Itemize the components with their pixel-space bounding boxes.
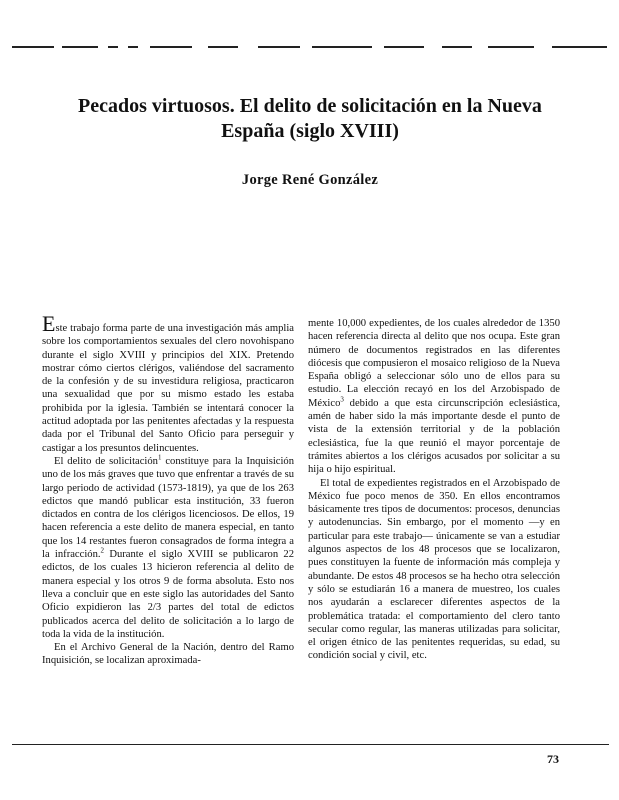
paragraph-text: mente 10,000 expedientes, de los cuales alrededor de 1350 hacen referencia directa al delito que nos ocupa. Este gran número de documentos registrados en las diferentes diócesis que compusieron el mosaico religioso de la Nueva España obligó a seleccionar sólo uno de ellos para su estudio. La elección recayó en los del Arzobispado de México — [308, 318, 560, 409]
bottom-rule — [12, 744, 609, 745]
footnote-ref: 2 — [100, 546, 105, 555]
paragraph-continuation — [308, 317, 560, 477]
page-number: 73 — [547, 752, 559, 766]
paragraph-text: El delito de solicitación — [54, 455, 158, 467]
top-rule — [12, 46, 607, 48]
right-column — [308, 317, 560, 663]
paragraph-text: constituye para la Inquisición uno de los más graves que tuvo que enfrentar a través de su largo periodo de actividad (1573-1819), ya que de los 263 edictos que mandó publicar esta institución, 33 fueron dictados en contra de los clérigos licenciosos. De ellos, 19 hacen referencia a este delito de manera especial, en tanto que los 14 restantes fueron consagrados de forma íntegra a la infracción. — [42, 455, 294, 561]
paragraph-text: debido a que esta circunscripción eclesiástica, amén de haber sido la más importante desde el punto de vista de la extensión territorial y de la población eclesiástica, fue la que reunió el mayor porcentaje de trámites abiertos a los clérigos acusados por solicitar a su hija o hijo espiritual. — [308, 397, 560, 476]
footnote-ref: 1 — [157, 453, 162, 462]
drop-cap: E — [42, 311, 56, 336]
paragraph-archive: En el Archivo General de la Nación, dentro del Ramo Inquisición, se localizan aproximada- — [42, 642, 294, 667]
left-column — [42, 311, 295, 668]
article-author: Jorge René González — [241, 172, 379, 188]
paragraph-text: Durante el siglo XVIII se publicaron 22 edictos, de los cuales 13 hicieron referencia al delito de manera especial y los otros 9 de forma absoluta. Esto nos lleva a concluir que en este siglo las autoridades del Santo Oficio expidieron las 2/3 partes del total de edictos publicados acerca del delito de solicitación a lo largo de toda la vida de la institución. — [42, 549, 295, 640]
paragraph-intro — [42, 311, 294, 455]
paragraph-text: ste trabajo forma parte de una investigación más amplia sobre los comportamientos sexuales del clero novohispano durante el siglo XVIII y principios del XIX. Pretendo mostrar cómo ciertos clérigos, valiéndose del sacramento de la confesión y de su investidura religiosa, practicaron una sexualidad que por su mismo estado les estaba prohibida por la iglesia. También se intentará conocer la actitud adoptada por las penitentes afectadas y la respuesta dada por el Tribunal del Santo Oficio para perseguir y castigar a los presuntos delincuentes. — [42, 323, 294, 454]
article-title: Pecados virtuosos. El delito de solicitación en la Nueva España (siglo XVIII) — [78, 95, 542, 142]
paragraph-edicts — [42, 455, 294, 641]
paragraph-records: El total de expedientes registrados en el Arzobispado de México fue poco menos de 350. En ellos encontramos básicamente tres tipos de documentos: procesos, denuncias y autodenuncias. Sin embargo, por el momento —y en particular para este trabajo— únicamente se van a estudiar algunos aspectos de los 48 procesos que se localizaron, pues constituyen la fuente de información más compleja y abundante. De estos 48 procesos se ha hecho otra selección y sólo se estudiarán 16 a manera de muestreo, los cuales nos ayudarán a esclarecer diferentes aspectos de la problemática tratada: el comportamiento del clero tanto secular como regular, las maneras utilizadas para solicitar, el origen étnico de las penitentes requeridas, su edad, su condición social y civil, etc. — [308, 477, 560, 662]
footnote-ref: 3 — [340, 395, 344, 404]
